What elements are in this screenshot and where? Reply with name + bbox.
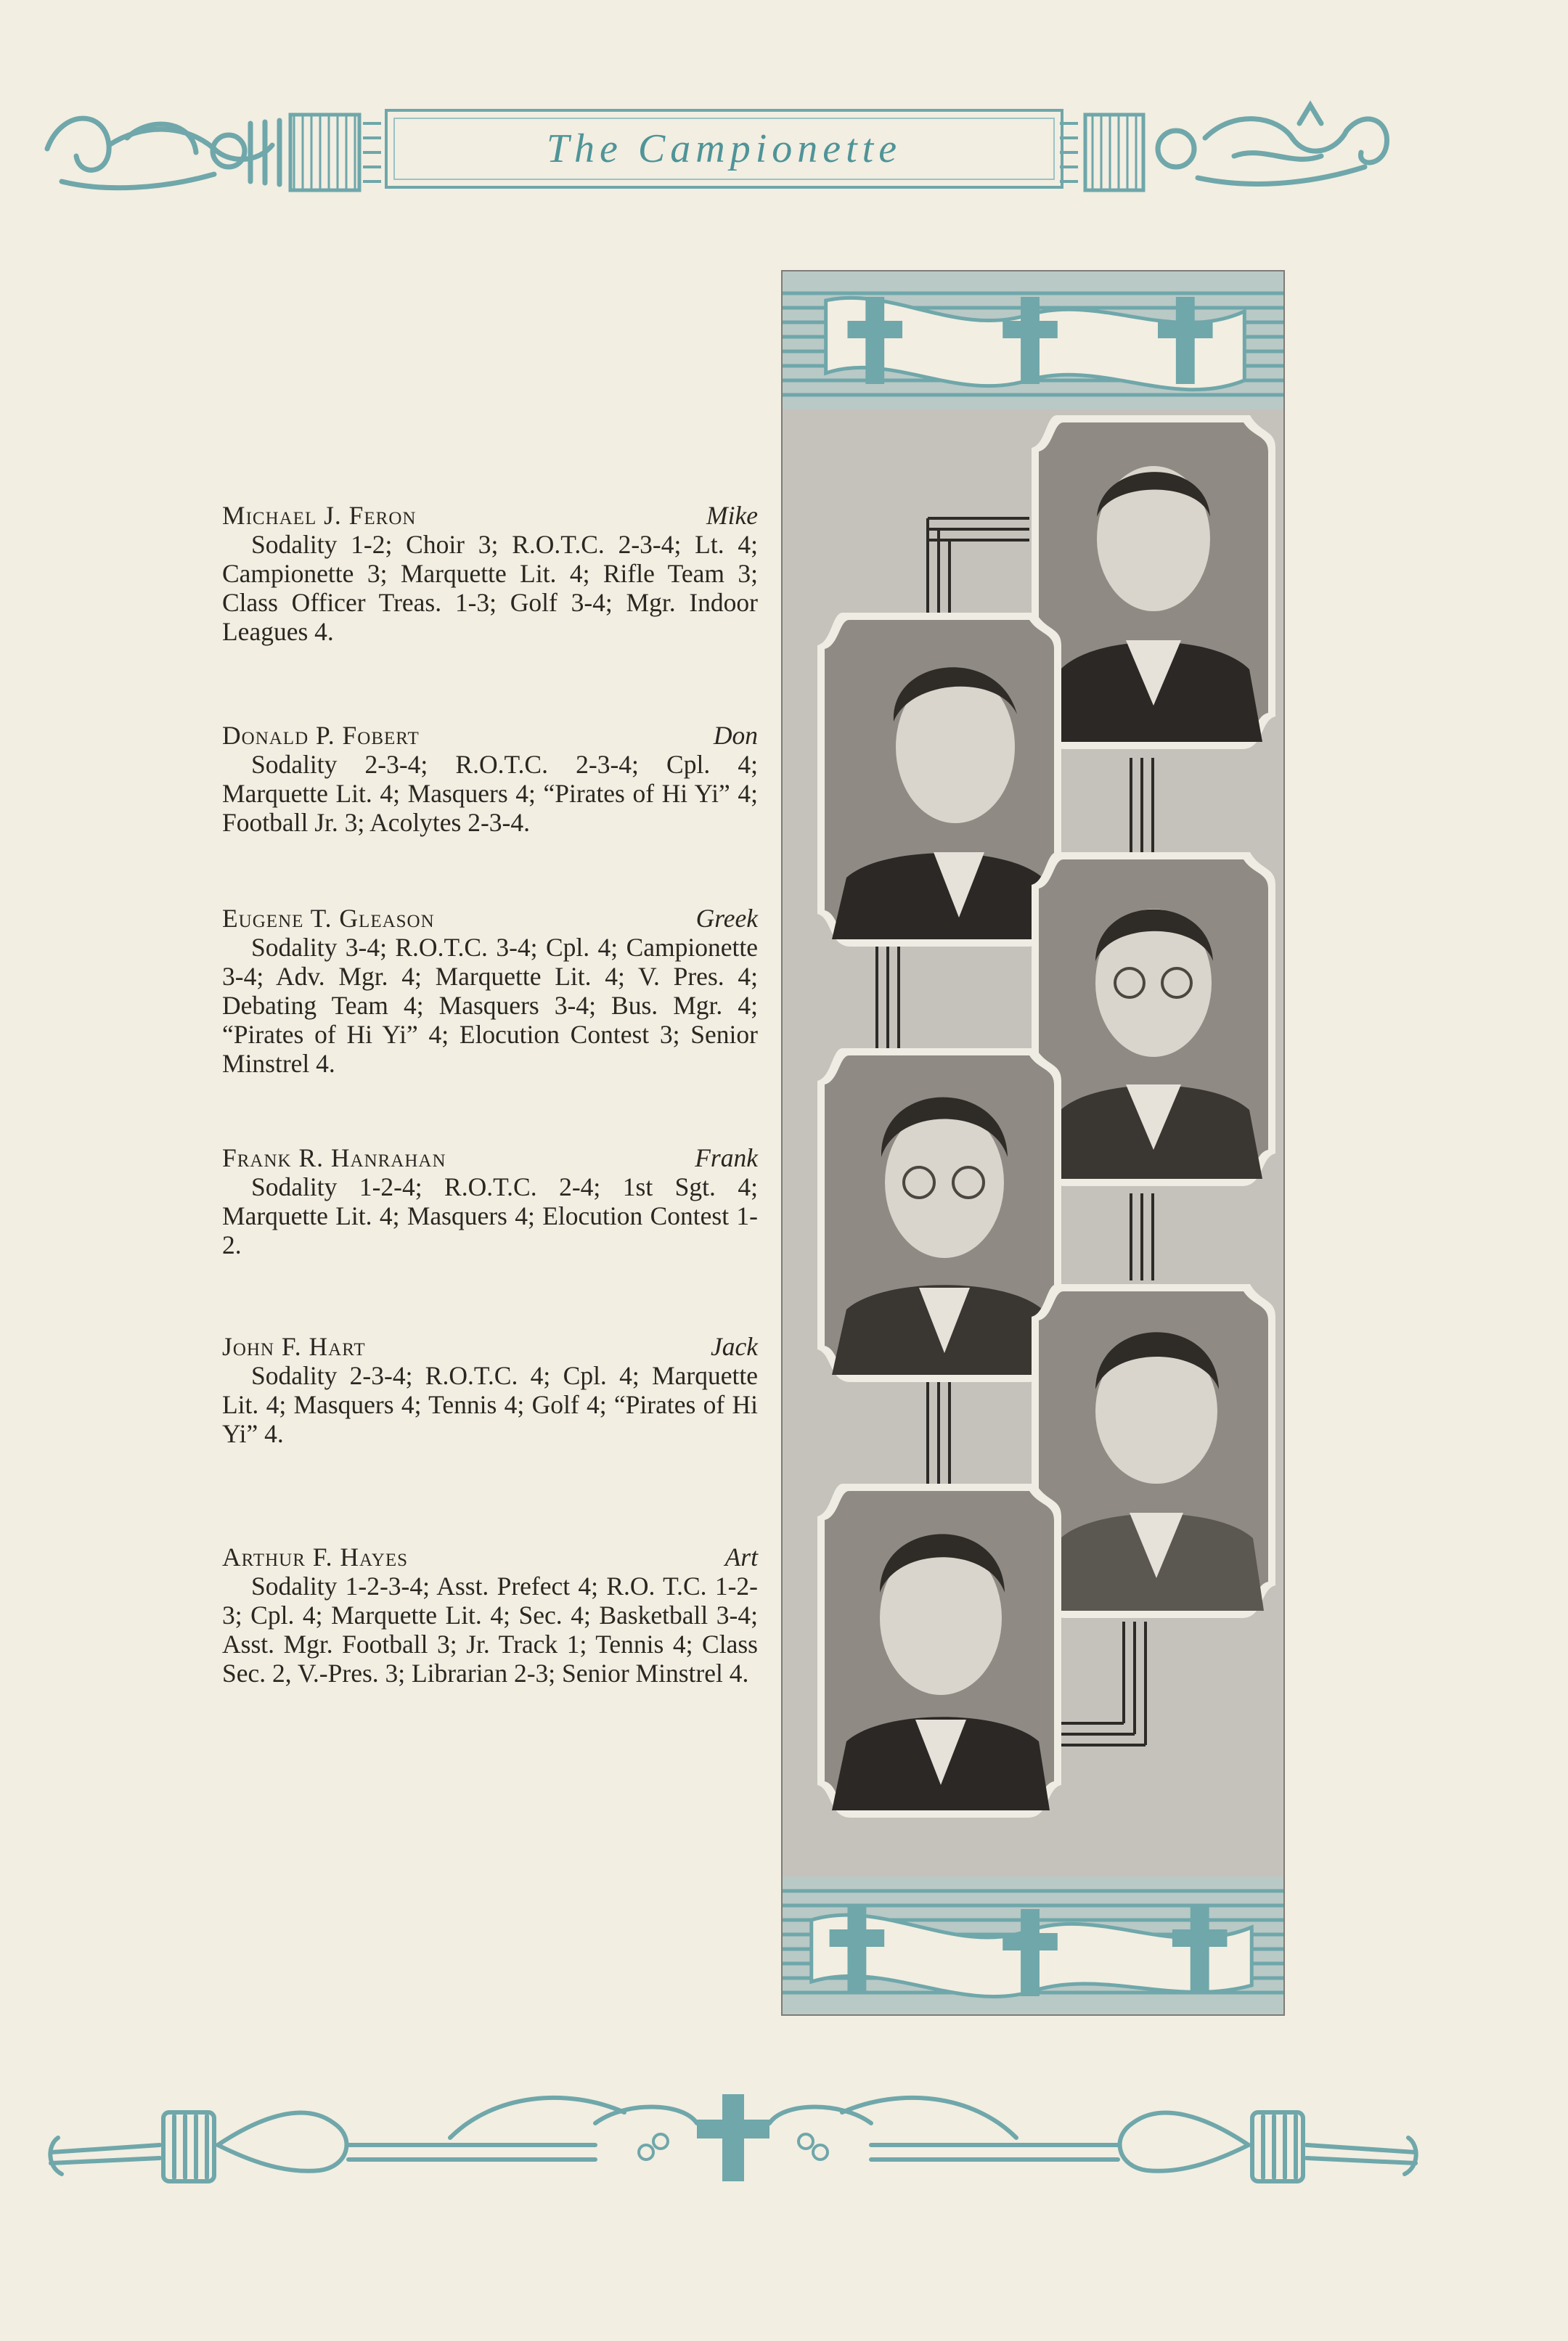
student-name: Frank R. Hanrahan [222,1143,446,1172]
entry-arthur-hayes [222,1543,758,1688]
entry-eugene-gleason [222,904,758,1078]
student-activities: Sodality 2-3-4; R.O.T.C. 2-3-4; Cpl. 4; Marquette Lit. 4; Masquers 4; “Pirates of Hi Yi” 4; Football Jr. 3; Acolytes 2-3-4. [222,750,758,837]
bottom-cross-banner [783,1876,1283,2014]
student-nickname: Mike [706,501,758,530]
student-activities: Sodality 1-2; Choir 3; R.O.T.C. 2-3-4; Lt. 4; Campionette 3; Marquette Lit. 4; Rifle Team 3; Class Officer Treas. 1-3; Golf 3-4; Mgr. Indoor Leagues 4. [222,530,758,646]
entry-head [222,904,758,933]
student-nickname: Frank [695,1143,758,1172]
portrait-eugene-gleason [1032,852,1275,1186]
student-activities: Sodality 1-2-3-4; Asst. Prefect 4; R.O. T.C. 1-2-3; Cpl. 4; Marquette Lit. 4; Sec. 4; Basketball 3-4; Asst. Mgr. Football 3; Jr. Track 1; Tennis 4; Class Sec. 2, V.-Pres. 3; Librarian 2-3; Senior Minstrel 4. [222,1572,758,1688]
student-activities: Sodality 2-3-4; R.O.T.C. 4; Cpl. 4; Marquette Lit. 4; Masquers 4; Tennis 4; Golf 4; “Pirates of Hi Yi” 4. [222,1361,758,1448]
entry-head [222,1332,758,1361]
student-name: Eugene T. Gleason [222,904,435,933]
photo-panel [781,270,1285,2016]
portrait-john-hart [1032,1284,1275,1618]
entry-head [222,1143,758,1172]
entry-michael-feron [222,501,758,646]
header-banner [40,94,1397,203]
student-name: John F. Hart [222,1332,366,1361]
student-activities: Sodality 3-4; R.O.T.C. 3-4; Cpl. 4; Campionette 3-4; Adv. Mgr. 4; Marquette Lit. 4; V. Pres. 4; Debating Team 4; Masquers 3-4; Bus. Mgr. 4; “Pirates of Hi Yi” 4; Elocution Contest 3; Senior Minstrel 4. [222,933,758,1078]
portrait-frank-hanrahan [817,1048,1061,1382]
header-title-frame [385,109,1063,189]
entry-head [222,721,758,750]
footer-ornament [44,2072,1423,2196]
student-name: Michael J. Feron [222,501,417,530]
student-name: Donald P. Fobert [222,721,420,750]
portrait-arthur-hayes [817,1484,1061,1818]
entry-frank-hanrahan [222,1143,758,1259]
entry-head [222,501,758,530]
student-activities: Sodality 1-2-4; R.O.T.C. 2-4; 1st Sgt. 4; Marquette Lit. 4; Masquers 4; Elocution Contest 1-2. [222,1172,758,1259]
entry-head [222,1543,758,1572]
header-left-scroll-ornament [40,94,388,203]
entry-donald-fobert [222,721,758,837]
student-name: Arthur F. Hayes [222,1543,409,1572]
student-nickname: Greek [695,904,758,933]
student-nickname: Art [724,1543,758,1572]
header-title: The Campionette [546,126,902,171]
portrait-michael-feron [1032,415,1275,749]
header-right-scroll-ornament [1060,94,1397,203]
student-nickname: Don [713,721,758,750]
entry-john-hart [222,1332,758,1448]
student-nickname: Jack [710,1332,758,1361]
portrait-donald-fobert [817,613,1061,947]
